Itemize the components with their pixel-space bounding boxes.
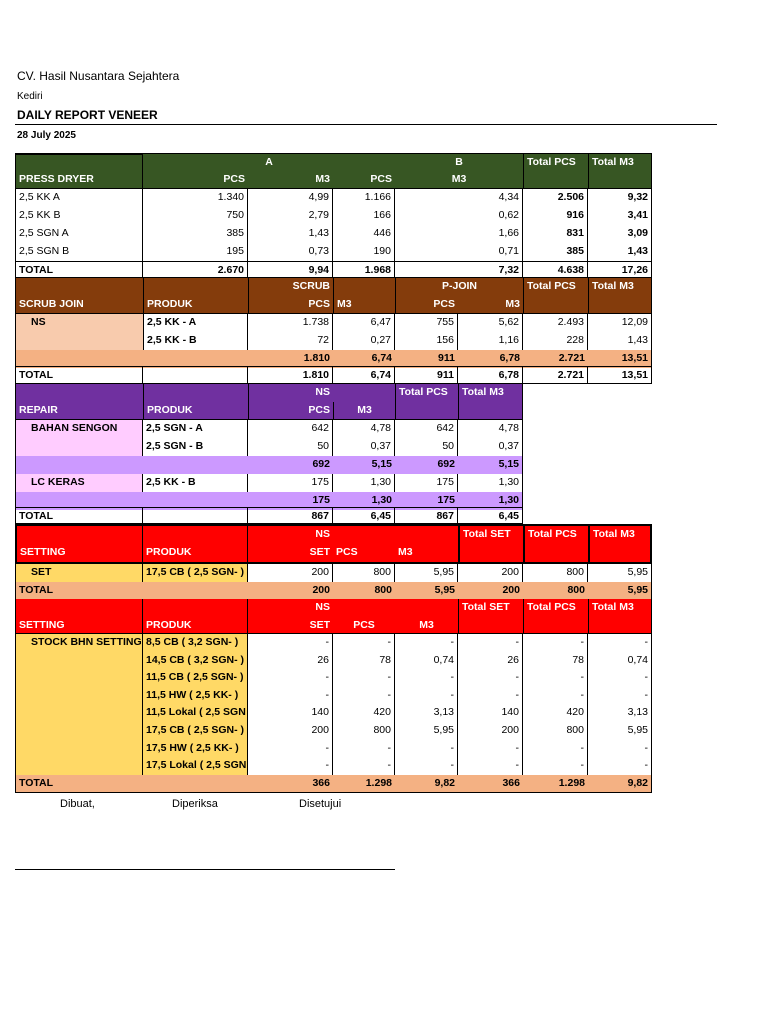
total-blank-cell bbox=[143, 582, 248, 599]
table-row bbox=[15, 243, 652, 261]
subtotal-value: 175 bbox=[248, 492, 333, 510]
subtotal-value: 6,74 bbox=[333, 350, 395, 368]
setting-stock-header bbox=[15, 599, 652, 617]
table-row bbox=[143, 314, 652, 332]
table-row bbox=[143, 438, 768, 456]
product-name: 2,5 SGN A bbox=[15, 225, 143, 243]
column-header: PCS bbox=[333, 617, 395, 634]
product-name: 17,5 CB ( 2,5 SGN- ) bbox=[143, 564, 248, 582]
total-pcs-value: 831 bbox=[523, 225, 588, 243]
subtotal-value: 1,30 bbox=[458, 492, 523, 510]
repair-header bbox=[15, 384, 652, 402]
scrub-m3-value: 0,27 bbox=[333, 332, 395, 350]
m3-value: 1,30 bbox=[333, 474, 395, 492]
header-blank-cell bbox=[523, 544, 588, 564]
scrub-pcs-value: 72 bbox=[248, 332, 333, 350]
total-value: 366 bbox=[248, 775, 333, 793]
total-m3-value: 3,13 bbox=[588, 704, 652, 722]
table-row bbox=[143, 420, 768, 438]
total-value: 867 bbox=[248, 507, 333, 524]
group-label-ns: NS bbox=[15, 314, 143, 350]
group-label: STOCK BHN SETTING bbox=[15, 634, 143, 775]
set-value: - bbox=[248, 687, 333, 705]
product-name: 2,5 SGN - A bbox=[143, 420, 248, 438]
header-blank-cell bbox=[15, 384, 143, 402]
total-value: 6,45 bbox=[458, 507, 523, 524]
pcs-value: - bbox=[333, 687, 395, 705]
m3-b-value: 4,34 bbox=[395, 189, 523, 207]
table-row bbox=[15, 189, 652, 207]
subtotal-blank-cell bbox=[15, 456, 143, 474]
header-blank-cell bbox=[333, 524, 395, 544]
total-set-value: 26 bbox=[458, 652, 523, 670]
total-m3-value: 1,30 bbox=[458, 474, 523, 492]
signature-made-label: Dibuat, bbox=[60, 798, 95, 810]
total-m3-header: Total M3 bbox=[588, 278, 652, 296]
total-value: 1.298 bbox=[333, 775, 395, 793]
column-header: PCS bbox=[248, 296, 333, 314]
total-value: 4.638 bbox=[523, 261, 588, 278]
pcs-value: 78 bbox=[333, 652, 395, 670]
pcs-value: - bbox=[333, 757, 395, 775]
total-value: 1.968 bbox=[333, 261, 395, 278]
scrub-join-total-row bbox=[15, 366, 652, 384]
m3-value: - bbox=[395, 757, 458, 775]
header-blank-cell bbox=[458, 402, 523, 420]
header-blank-cell bbox=[588, 617, 652, 634]
scrub-join-header bbox=[15, 278, 652, 296]
header-blank-cell bbox=[15, 599, 143, 617]
product-name: 11,5 Lokal ( 2,5 SGN bbox=[143, 704, 248, 722]
table-row bbox=[143, 687, 768, 705]
total-set-value: 140 bbox=[458, 704, 523, 722]
header-blank-cell bbox=[523, 296, 588, 314]
table-row bbox=[143, 704, 768, 722]
report-date: 28 July 2025 bbox=[17, 130, 76, 141]
m3-a-value: 1,43 bbox=[248, 225, 333, 243]
total-m3-value: 12,09 bbox=[588, 314, 652, 332]
total-pcs-header: Total PCS bbox=[523, 599, 588, 617]
section-label: PRESS DRYER bbox=[15, 171, 143, 189]
company-city: Kediri bbox=[17, 91, 43, 102]
column-header: M3 bbox=[333, 402, 395, 420]
total-pcs-value: - bbox=[523, 740, 588, 758]
total-set-value: 200 bbox=[458, 722, 523, 740]
product-name: 14,5 CB ( 3,2 SGN- ) bbox=[143, 652, 248, 670]
pcs-value: 50 bbox=[248, 438, 333, 456]
header-blank-cell bbox=[395, 402, 458, 420]
m3-b-value: 0,62 bbox=[395, 207, 523, 225]
total-value: 5,95 bbox=[395, 582, 458, 599]
group-label: BAHAN SENGON bbox=[15, 420, 143, 456]
total-set-value: - bbox=[458, 669, 523, 687]
total-value: 1.810 bbox=[248, 366, 333, 384]
column-group-pjoin: P-JOIN bbox=[395, 278, 523, 296]
column-header: PCS bbox=[395, 296, 458, 314]
table-row bbox=[143, 722, 768, 740]
header-blank-cell bbox=[588, 171, 652, 189]
m3-value: 5,95 bbox=[395, 722, 458, 740]
column-header: PRODUK bbox=[143, 544, 248, 564]
section-label: SETTING bbox=[15, 544, 143, 564]
column-group-b: B bbox=[395, 153, 523, 171]
total-value: 17,26 bbox=[588, 261, 652, 278]
column-group-ns: NS bbox=[248, 599, 333, 617]
scrub-join-subheader bbox=[15, 296, 652, 314]
total-value: 200 bbox=[248, 582, 333, 599]
header-blank-cell bbox=[333, 278, 395, 296]
total-pcs-value: 78 bbox=[523, 652, 588, 670]
column-group-ns: NS bbox=[248, 524, 333, 544]
total-m3-value: - bbox=[588, 687, 652, 705]
subtotal-blank-cell bbox=[143, 456, 248, 474]
subtotal-value: 911 bbox=[395, 350, 458, 368]
product-name: 11,5 HW ( 2,5 KK- ) bbox=[143, 687, 248, 705]
total-label: TOTAL bbox=[15, 366, 143, 384]
total-blank-cell bbox=[143, 366, 248, 384]
total-m3-value: - bbox=[588, 669, 652, 687]
header-blank-cell bbox=[333, 599, 395, 617]
setting-set-subheader bbox=[15, 544, 652, 564]
header-blank-cell bbox=[588, 296, 652, 314]
total-value: 1.298 bbox=[523, 775, 588, 793]
m3-b-value: 0,71 bbox=[395, 243, 523, 261]
subtotal-value: 5,15 bbox=[458, 456, 523, 474]
column-header: M3 bbox=[248, 171, 333, 189]
scrub-m3-value: 6,47 bbox=[333, 314, 395, 332]
total-value: 9,82 bbox=[588, 775, 652, 793]
total-m3-value: 3,41 bbox=[588, 207, 652, 225]
total-set-value: - bbox=[458, 757, 523, 775]
total-m3-value: - bbox=[588, 740, 652, 758]
total-value: 2.721 bbox=[523, 366, 588, 384]
total-set-value: 200 bbox=[458, 564, 523, 582]
pjoin-m3-value: 5,62 bbox=[458, 314, 523, 332]
set-value: - bbox=[248, 740, 333, 758]
total-m3-value: 0,74 bbox=[588, 652, 652, 670]
column-group-ns: NS bbox=[248, 384, 333, 402]
pcs-value: - bbox=[333, 634, 395, 652]
total-value: 867 bbox=[395, 507, 458, 524]
total-pcs-value: 2.493 bbox=[523, 314, 588, 332]
m3-value: 0,74 bbox=[395, 652, 458, 670]
total-m3-header: Total M3 bbox=[458, 384, 523, 402]
group-label: LC KERAS bbox=[15, 474, 143, 492]
company-name: CV. Hasil Nusantara Sejahtera bbox=[17, 69, 180, 83]
total-value: 13,51 bbox=[588, 366, 652, 384]
header-blank-cell bbox=[588, 544, 652, 564]
product-name: 2,5 KK B bbox=[15, 207, 143, 225]
column-header: PCS bbox=[143, 171, 248, 189]
product-name: 2,5 KK - B bbox=[143, 474, 248, 492]
total-blank-cell bbox=[143, 507, 248, 524]
table-row bbox=[143, 634, 768, 652]
signature-line bbox=[15, 869, 395, 870]
m3-value: - bbox=[395, 669, 458, 687]
product-name: 8,5 CB ( 3,2 SGN- ) bbox=[143, 634, 248, 652]
total-pcs-value: 2.506 bbox=[523, 189, 588, 207]
pcs-value: - bbox=[333, 669, 395, 687]
header-blank-cell bbox=[143, 524, 248, 544]
total-set-header: Total SET bbox=[458, 599, 523, 617]
total-m3-value: 3,09 bbox=[588, 225, 652, 243]
header-blank-cell bbox=[523, 171, 588, 189]
total-m3-value: - bbox=[588, 634, 652, 652]
total-set-value: - bbox=[458, 740, 523, 758]
subtotal-value: 5,15 bbox=[333, 456, 395, 474]
pcs-b-value: 190 bbox=[333, 243, 395, 261]
table-row bbox=[143, 474, 768, 492]
column-header: M3 bbox=[458, 296, 523, 314]
header-blank-cell bbox=[15, 153, 143, 171]
pcs-value: 800 bbox=[333, 564, 395, 582]
setting-stock-subheader bbox=[15, 617, 652, 634]
total-value: 7,32 bbox=[395, 261, 523, 278]
total-m3-value: 9,32 bbox=[588, 189, 652, 207]
section-label: SCRUB JOIN bbox=[15, 296, 143, 314]
subtotal-value: 692 bbox=[395, 456, 458, 474]
total-pcs-value: 800 bbox=[523, 722, 588, 740]
total-value: 200 bbox=[458, 582, 523, 599]
total-m3-header: Total M3 bbox=[588, 599, 652, 617]
set-value: 200 bbox=[248, 564, 333, 582]
total-pcs-value: 385 bbox=[523, 243, 588, 261]
total-pcs-value: 420 bbox=[523, 704, 588, 722]
header-blank-cell bbox=[523, 617, 588, 634]
repair-subheader bbox=[15, 402, 652, 420]
column-header: M3 bbox=[395, 617, 458, 634]
product-name: 17,5 CB ( 2,5 SGN- ) bbox=[143, 722, 248, 740]
total-set-value: - bbox=[458, 634, 523, 652]
total-value: 366 bbox=[458, 775, 523, 793]
pcs-value: 642 bbox=[248, 420, 333, 438]
subtotal-value: 13,51 bbox=[588, 350, 652, 368]
table-row bbox=[15, 207, 652, 225]
total-set-header: Total SET bbox=[458, 524, 523, 544]
m3-value: - bbox=[395, 740, 458, 758]
total-value: 911 bbox=[395, 366, 458, 384]
total-pcs-value: 175 bbox=[395, 474, 458, 492]
repair-total-row bbox=[15, 507, 652, 524]
total-pcs-header: Total PCS bbox=[523, 153, 588, 171]
product-name: 17,5 HW ( 2,5 KK- ) bbox=[143, 740, 248, 758]
product-name: 2,5 KK A bbox=[15, 189, 143, 207]
repair-subtotal-row bbox=[15, 456, 652, 474]
signature-checked-label: Diperiksa bbox=[172, 798, 218, 810]
set-value: 26 bbox=[248, 652, 333, 670]
header-blank-cell bbox=[395, 599, 458, 617]
pcs-a-value: 1.340 bbox=[143, 189, 248, 207]
total-pcs-value: 50 bbox=[395, 438, 458, 456]
total-blank-cell bbox=[143, 775, 248, 793]
setting-set-total-row bbox=[15, 582, 652, 599]
title-underline bbox=[15, 124, 717, 125]
m3-value: - bbox=[395, 634, 458, 652]
total-pcs-value: 916 bbox=[523, 207, 588, 225]
total-pcs-value: 228 bbox=[523, 332, 588, 350]
m3-value: 5,95 bbox=[395, 564, 458, 582]
header-blank-cell bbox=[395, 524, 458, 544]
m3-value: - bbox=[395, 687, 458, 705]
product-name: 17,5 Lokal ( 2,5 SGN bbox=[143, 757, 248, 775]
subtotal-value: 1.810 bbox=[248, 350, 333, 368]
product-name: 11,5 CB ( 2,5 SGN- ) bbox=[143, 669, 248, 687]
m3-a-value: 4,99 bbox=[248, 189, 333, 207]
column-header: PRODUK bbox=[143, 296, 248, 314]
set-value: - bbox=[248, 757, 333, 775]
report-title: DAILY REPORT VENEER bbox=[17, 108, 158, 122]
header-blank-cell bbox=[143, 384, 248, 402]
column-header: PRODUK bbox=[143, 617, 248, 634]
total-label: TOTAL bbox=[15, 261, 143, 278]
scrub-pcs-value: 1.738 bbox=[248, 314, 333, 332]
product-name: 2,5 KK - B bbox=[143, 332, 248, 350]
pcs-b-value: 166 bbox=[333, 207, 395, 225]
total-m3-value: 4,78 bbox=[458, 420, 523, 438]
setting-stock-total-row bbox=[15, 775, 652, 793]
column-header: M3 bbox=[333, 296, 395, 314]
section-label: SETTING bbox=[15, 617, 143, 634]
header-blank-cell bbox=[143, 599, 248, 617]
press-dryer-total-row bbox=[15, 261, 652, 278]
total-pcs-header: Total PCS bbox=[395, 384, 458, 402]
total-m3-header: Total M3 bbox=[588, 524, 652, 544]
pcs-value: 175 bbox=[248, 474, 333, 492]
table-row bbox=[143, 757, 768, 775]
total-m3-value: 0,37 bbox=[458, 438, 523, 456]
set-value: - bbox=[248, 669, 333, 687]
press-dryer-header bbox=[15, 153, 652, 171]
subtotal-value: 175 bbox=[395, 492, 458, 510]
total-m3-header: Total M3 bbox=[588, 153, 652, 171]
total-m3-value: 1,43 bbox=[588, 332, 652, 350]
column-header: PCS bbox=[248, 402, 333, 420]
product-name: 2,5 SGN - B bbox=[143, 438, 248, 456]
m3-value: 4,78 bbox=[333, 420, 395, 438]
product-name: 2,5 KK - A bbox=[143, 314, 248, 332]
m3-value: 3,13 bbox=[395, 704, 458, 722]
m3-b-value: 1,66 bbox=[395, 225, 523, 243]
total-pcs-header: Total PCS bbox=[523, 524, 588, 544]
section-label: REPAIR bbox=[15, 402, 143, 420]
pjoin-pcs-value: 156 bbox=[395, 332, 458, 350]
header-blank-cell bbox=[15, 278, 143, 296]
total-m3-value: 1,43 bbox=[588, 243, 652, 261]
column-header: M3 bbox=[395, 171, 523, 189]
table-row bbox=[15, 564, 652, 582]
pcs-value: - bbox=[333, 740, 395, 758]
header-blank-cell bbox=[458, 544, 523, 564]
column-group-scrub: SCRUB bbox=[248, 278, 333, 296]
column-header: PRODUK bbox=[143, 402, 248, 420]
total-m3-value: 5,95 bbox=[588, 564, 652, 582]
header-blank-cell bbox=[458, 617, 523, 634]
total-label: TOTAL bbox=[15, 775, 143, 793]
set-value: 200 bbox=[248, 722, 333, 740]
total-value: 6,45 bbox=[333, 507, 395, 524]
table-row bbox=[143, 740, 768, 758]
pjoin-m3-value: 1,16 bbox=[458, 332, 523, 350]
pcs-a-value: 385 bbox=[143, 225, 248, 243]
table-row bbox=[143, 332, 652, 350]
column-header: M3 bbox=[395, 544, 458, 564]
pcs-value: 420 bbox=[333, 704, 395, 722]
total-pcs-value: - bbox=[523, 634, 588, 652]
set-value: 140 bbox=[248, 704, 333, 722]
total-m3-value: - bbox=[588, 757, 652, 775]
set-value: - bbox=[248, 634, 333, 652]
pcs-a-value: 750 bbox=[143, 207, 248, 225]
total-value: 9,94 bbox=[248, 261, 333, 278]
column-header: SET bbox=[248, 544, 333, 564]
total-pcs-value: 642 bbox=[395, 420, 458, 438]
subtotal-value: 692 bbox=[248, 456, 333, 474]
m3-a-value: 0,73 bbox=[248, 243, 333, 261]
pcs-b-value: 1.166 bbox=[333, 189, 395, 207]
subtotal-value: 1,30 bbox=[333, 492, 395, 510]
total-value: 5,95 bbox=[588, 582, 652, 599]
header-blank-cell bbox=[143, 278, 248, 296]
total-pcs-value: - bbox=[523, 669, 588, 687]
total-value: 9,82 bbox=[395, 775, 458, 793]
table-row bbox=[143, 669, 768, 687]
column-header: PCS bbox=[333, 544, 395, 564]
total-pcs-value: 800 bbox=[523, 564, 588, 582]
total-pcs-value: - bbox=[523, 687, 588, 705]
total-label: TOTAL bbox=[15, 507, 143, 524]
total-value: 800 bbox=[333, 582, 395, 599]
column-group-a: A bbox=[143, 153, 395, 171]
table-row bbox=[15, 225, 652, 243]
signature-approved-label: Disetujui bbox=[299, 798, 342, 810]
setting-set-header bbox=[15, 524, 652, 544]
total-pcs-header: Total PCS bbox=[523, 278, 588, 296]
product-name: 2,5 SGN B bbox=[15, 243, 143, 261]
header-blank-cell bbox=[333, 384, 395, 402]
pcs-value: 800 bbox=[333, 722, 395, 740]
total-value: 2.670 bbox=[143, 261, 248, 278]
pjoin-pcs-value: 755 bbox=[395, 314, 458, 332]
total-value: 6,78 bbox=[458, 366, 523, 384]
column-header: PCS bbox=[333, 171, 395, 189]
press-dryer-subheader bbox=[15, 171, 652, 189]
total-set-value: - bbox=[458, 687, 523, 705]
total-label: TOTAL bbox=[15, 582, 143, 599]
header-blank-cell bbox=[15, 524, 143, 544]
subtotal-value: 6,78 bbox=[458, 350, 523, 368]
total-m3-value: 5,95 bbox=[588, 722, 652, 740]
subtotal-value: 2.721 bbox=[523, 350, 588, 368]
m3-a-value: 2,79 bbox=[248, 207, 333, 225]
total-pcs-value: - bbox=[523, 757, 588, 775]
pcs-a-value: 195 bbox=[143, 243, 248, 261]
total-value: 800 bbox=[523, 582, 588, 599]
column-header: SET bbox=[248, 617, 333, 634]
table-row bbox=[143, 652, 768, 670]
group-label: SET bbox=[15, 564, 143, 582]
pcs-b-value: 446 bbox=[333, 225, 395, 243]
m3-value: 0,37 bbox=[333, 438, 395, 456]
total-value: 6,74 bbox=[333, 366, 395, 384]
